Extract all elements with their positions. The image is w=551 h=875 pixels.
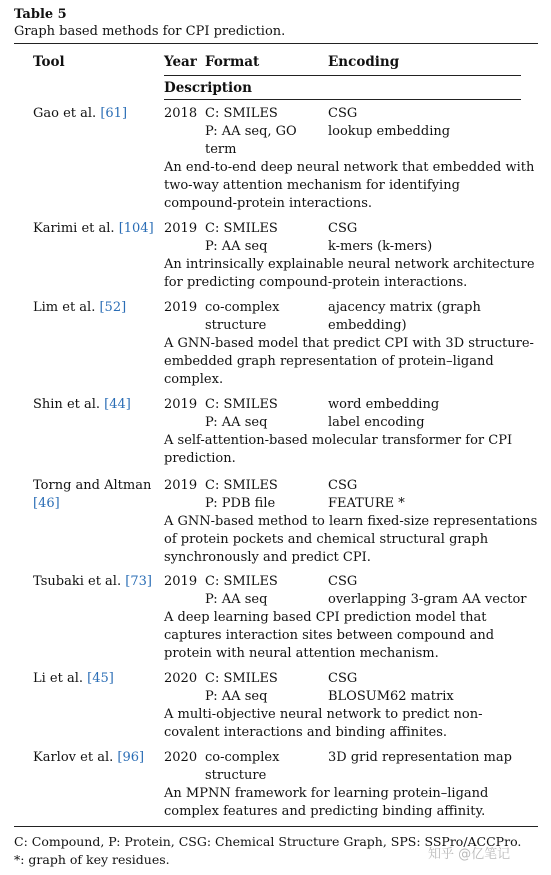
tool-name-text: Torng and Altman bbox=[33, 478, 152, 493]
format-line: C: SMILES bbox=[205, 574, 278, 589]
citation-link[interactable]: [52] bbox=[99, 300, 127, 315]
format-line: C: SMILES bbox=[205, 397, 278, 412]
description-line: A self-attention-based molecular transformer for CPI bbox=[164, 433, 513, 448]
watermark: 知乎 @亿笔记 bbox=[428, 847, 511, 862]
tool-name bbox=[33, 396, 158, 414]
citation-link[interactable]: [61] bbox=[100, 106, 128, 121]
description-line: synchronously and predict CPI. bbox=[164, 550, 371, 565]
description-line: A multi-objective neural network to predict non- bbox=[164, 707, 483, 722]
footnote-asterisk: *: graph of key residues. bbox=[14, 852, 170, 867]
tool-name bbox=[33, 220, 158, 238]
encoding-line: word embedding bbox=[328, 397, 440, 412]
description-line: complex. bbox=[164, 372, 224, 387]
encoding-line: CSG bbox=[328, 221, 358, 236]
format-line: P: AA seq bbox=[205, 239, 268, 254]
description-line: A deep learning based CPI prediction model that bbox=[164, 610, 487, 625]
header-format: Format bbox=[205, 54, 260, 70]
bottom-rule bbox=[14, 826, 538, 827]
description-line: embedded graph representation of protein–ligand bbox=[164, 354, 494, 369]
format-line: term bbox=[205, 142, 237, 157]
tool-name bbox=[33, 670, 158, 688]
description-line: A GNN-based method to learn fixed-size representations bbox=[164, 514, 538, 529]
format-line: P: AA seq bbox=[205, 592, 268, 607]
tool-name-text: Tsubaki et al. bbox=[33, 574, 122, 589]
year-cell: 2020 bbox=[164, 671, 198, 686]
format-line: C: SMILES bbox=[205, 221, 278, 236]
encoding-line: lookup embedding bbox=[328, 124, 451, 139]
citation-link[interactable]: [73] bbox=[125, 574, 152, 589]
encoding-line: CSG bbox=[328, 671, 358, 686]
encoding-line: FEATURE * bbox=[328, 496, 405, 511]
tool-name-text: Li et al. bbox=[33, 671, 84, 686]
tool-name-text: Lim et al. bbox=[33, 300, 96, 315]
encoding-line: CSG bbox=[328, 574, 358, 589]
header-tool: Tool bbox=[33, 54, 65, 70]
header-encoding: Encoding bbox=[328, 54, 400, 70]
citation-link[interactable]: [104] bbox=[118, 221, 154, 236]
format-line: structure bbox=[205, 768, 267, 783]
tool-name bbox=[33, 299, 158, 317]
citation-link[interactable]: [45] bbox=[87, 671, 114, 686]
tool-name bbox=[33, 573, 158, 591]
citation-link[interactable]: [46] bbox=[33, 496, 60, 511]
tool-name-text: Karimi et al. bbox=[33, 221, 115, 236]
format-line: C: SMILES bbox=[205, 671, 278, 686]
encoding-line: CSG bbox=[328, 478, 358, 493]
year-cell: 2019 bbox=[164, 300, 198, 315]
year-cell: 2019 bbox=[164, 221, 198, 236]
header-description: Description bbox=[164, 80, 252, 96]
tool-name bbox=[33, 477, 158, 513]
format-line: P: AA seq, GO bbox=[205, 124, 297, 139]
description-line: complex features and predicting binding affinity. bbox=[164, 804, 486, 819]
encoding-line: BLOSUM62 matrix bbox=[328, 689, 454, 704]
tool-name bbox=[33, 105, 158, 123]
description-line: for predicting compound-protein interactions. bbox=[164, 275, 468, 290]
format-line: C: SMILES bbox=[205, 106, 278, 121]
year-cell: 2020 bbox=[164, 750, 198, 765]
tool-name bbox=[33, 749, 158, 767]
format-line: P: AA seq bbox=[205, 689, 268, 704]
header-bottom-rule bbox=[164, 99, 521, 100]
header-year: Year bbox=[164, 54, 197, 70]
description-line: two-way attention mechanism for identifying bbox=[164, 178, 460, 193]
citation-link[interactable]: [96] bbox=[117, 750, 145, 765]
format-line: P: PDB file bbox=[205, 496, 276, 511]
description-line: An end-to-end deep neural network that embedded with bbox=[164, 160, 535, 175]
description-line: covalent interactions and binding affinites. bbox=[164, 725, 447, 740]
year-cell: 2018 bbox=[164, 106, 198, 121]
encoding-line: overlapping 3-gram AA vector bbox=[328, 592, 527, 607]
encoding-line: embedding) bbox=[328, 318, 407, 333]
encoding-line: label encoding bbox=[328, 415, 425, 430]
description-line: An intrinsically explainable neural network architecture bbox=[164, 257, 535, 272]
footnote-abbreviations: C: Compound, P: Protein, CSG: Chemical Structure Graph, SPS: SSPro/ACCPro. bbox=[14, 834, 522, 849]
description-line: An MPNN framework for learning protein–ligand bbox=[164, 786, 489, 801]
format-line: co-complex bbox=[205, 750, 280, 765]
description-line: compound-protein interactions. bbox=[164, 196, 373, 211]
header-inner-rule bbox=[164, 75, 521, 76]
format-line: P: AA seq bbox=[205, 415, 268, 430]
encoding-line: k-mers (k-mers) bbox=[328, 239, 433, 254]
encoding-line: ajacency matrix (graph bbox=[328, 300, 481, 315]
format-line: C: SMILES bbox=[205, 478, 278, 493]
format-line: co-complex bbox=[205, 300, 280, 315]
year-cell: 2019 bbox=[164, 397, 198, 412]
encoding-line: 3D grid representation map bbox=[328, 750, 512, 765]
tool-name-text: Gao et al. bbox=[33, 106, 97, 121]
description-line: protein with neural attention mechanism. bbox=[164, 646, 439, 661]
table-label: Table 5 bbox=[14, 7, 67, 22]
tool-name-text: Shin et al. bbox=[33, 397, 101, 412]
citation-link[interactable]: [44] bbox=[104, 397, 131, 412]
top-rule bbox=[14, 43, 538, 44]
year-cell: 2019 bbox=[164, 574, 198, 589]
tool-name-text: Karlov et al. bbox=[33, 750, 114, 765]
encoding-line: CSG bbox=[328, 106, 358, 121]
format-line: structure bbox=[205, 318, 267, 333]
description-line: A GNN-based model that predict CPI with 3D structure- bbox=[164, 336, 534, 351]
top-bar bbox=[0, 0, 551, 6]
table-caption: Graph based methods for CPI prediction. bbox=[14, 24, 286, 39]
year-cell: 2019 bbox=[164, 478, 198, 493]
description-line: captures interaction sites between compound and bbox=[164, 628, 495, 643]
description-line: of protein pockets and chemical structural graph bbox=[164, 532, 489, 547]
description-line: prediction. bbox=[164, 451, 236, 466]
